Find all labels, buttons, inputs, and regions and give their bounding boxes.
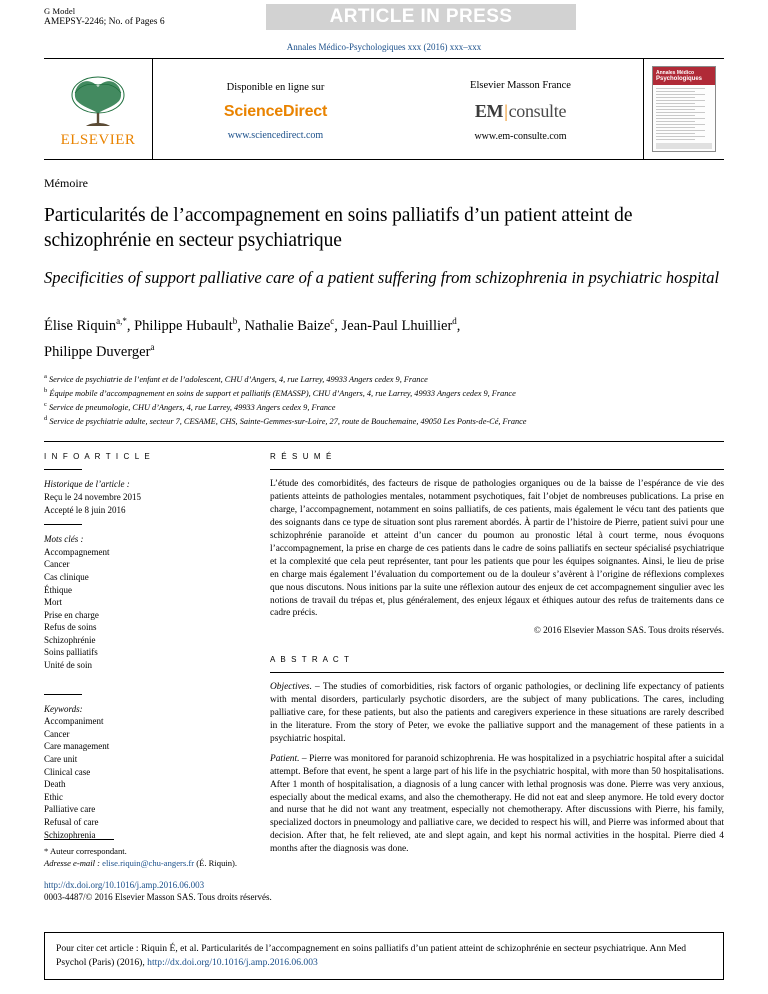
g-model-block bbox=[44, 6, 165, 28]
keyword-fr-item: Cancer bbox=[44, 559, 70, 570]
info-column bbox=[44, 452, 256, 856]
email-link[interactable]: elise.riquin@chu-angers.fr bbox=[102, 858, 195, 868]
keywords-fr-label: Mots clés : bbox=[44, 534, 84, 545]
keyword-en-item: Schizophrenia bbox=[44, 829, 96, 840]
author-lhuillier-mark: d bbox=[452, 316, 457, 326]
keywords-en-label: Keywords: bbox=[44, 703, 83, 714]
cover-title bbox=[653, 67, 715, 85]
em-consulte-wordmark bbox=[475, 101, 566, 122]
affiliation-b-mark: b bbox=[44, 386, 48, 394]
author-duverger: Philippe Duverger bbox=[44, 343, 151, 360]
cover-thumbnail bbox=[652, 66, 716, 152]
author-riquin-mark: a,* bbox=[116, 316, 127, 326]
abstract-objectives-lead: Objectives. – bbox=[270, 682, 323, 693]
author-line-1 bbox=[44, 311, 724, 337]
affiliation-c bbox=[44, 399, 724, 413]
em-bar: | bbox=[504, 101, 508, 121]
title-divider bbox=[44, 441, 724, 442]
keyword-en-item: Cancer bbox=[44, 728, 70, 739]
resume-rule bbox=[270, 469, 724, 470]
keyword-en-item: Clinical case bbox=[44, 766, 91, 777]
keyword-fr-item: Schizophrénie bbox=[44, 634, 96, 645]
keyword-en-item: Refusal of care bbox=[44, 817, 99, 827]
resume-copyright: © 2016 Elsevier Masson SAS. Tous droits réservés. bbox=[533, 625, 724, 636]
author-line-2 bbox=[44, 337, 724, 363]
author-list bbox=[44, 311, 724, 363]
press-header bbox=[44, 6, 724, 36]
email-owner: (É. Riquin). bbox=[196, 858, 238, 868]
keyword-fr-item: Refus de soins bbox=[44, 622, 97, 633]
keyword-fr-item: Cas clinique bbox=[44, 571, 89, 582]
article-history bbox=[44, 478, 240, 516]
keyword-en-item: Care unit bbox=[44, 754, 78, 765]
keyword-en-item: Ethic bbox=[44, 791, 63, 802]
cover-text-lines bbox=[653, 85, 715, 145]
sciencedirect-url[interactable]: www.sciencedirect.com bbox=[227, 129, 324, 141]
affiliation-d bbox=[44, 413, 724, 427]
author-lhuillier: , Jean-Paul Lhuillier bbox=[334, 317, 453, 334]
abstract-objectives-text: The studies of comorbidities, risk factors of organic pathologies, or declining life expectancy of patients with mental disorders, particularly psychotic disorders, are the subject of many publications. The cares, including palliative care, for these patients, but also the patients and caregivers experience in these situations are rarely described in the literature. From the story of Peter, we evoke the palliative support and the management of these patients in a psychiatric hospital. bbox=[270, 682, 724, 744]
masthead-center bbox=[153, 59, 643, 159]
email-note bbox=[44, 857, 344, 869]
article-in-press-label: ARTICLE IN PRESS bbox=[329, 6, 513, 27]
author-hubault: , Philippe Hubault bbox=[126, 317, 233, 334]
elsevier-tree-icon bbox=[67, 73, 129, 131]
article-subtitle: Specificities of support palliative care of a patient suffering from schizophrenia in psychiatric hospital bbox=[44, 268, 720, 287]
keyword-en-item: Care management bbox=[44, 741, 110, 752]
author-riquin: Élise Riquin bbox=[44, 317, 117, 334]
em-consulte-block bbox=[398, 59, 643, 159]
manuscript-id: AMEPSY-2246; No. of Pages 6 bbox=[44, 17, 165, 27]
journal-cover bbox=[643, 59, 724, 159]
author-baize: , Nathalie Baize bbox=[237, 317, 331, 334]
keywords-fr bbox=[44, 533, 240, 672]
abstract-patient-lead: Patient. – bbox=[270, 753, 310, 764]
doi-link[interactable]: http://dx.doi.org/10.1016/j.amp.2016.06.003 bbox=[44, 880, 205, 890]
keyword-en-item: Palliative care bbox=[44, 804, 96, 815]
history-label: Historique de l’article : bbox=[44, 479, 130, 490]
citation-box bbox=[44, 932, 724, 980]
abstract-objectives bbox=[270, 681, 724, 746]
elsevier-wordmark: ELSEVIER bbox=[60, 132, 136, 148]
keywords-en bbox=[44, 703, 240, 842]
abstract-heading: A B S T R A C T bbox=[270, 655, 351, 665]
affiliation-a bbox=[44, 371, 724, 385]
footnotes bbox=[44, 839, 344, 902]
info-rule-2 bbox=[44, 524, 82, 525]
cover-title-line2: Psychologiques bbox=[656, 76, 703, 82]
abstract-patient-text: Pierre was monitored for paranoid schizophrenia. He was hospitalized in a psychiatric hospital after a suicidal attempt. Before that event, he spent a large part of his life in the psychiatric hospital, with more than 50 hospitalisations. After 1 month of hospitalisation, a diagnosis of a lung cancer with lethal prognosis was done. Pierre was very anxious, especially about the medical exams, and also the chemotherapy. He did not eat and sleep anymore. He told every doctor and nurse that he did not want any treatment, especially not chemotherapy. After discussions with Pierre, his family, specialized doctors in pneumology and palliative care, we decided to respect his will, and Pierre was informed about that decision. After that, he felt relieved, ate and slept again, and kept his normal activities in the hospital. Pierre died 4 months after the diagnosis was done. bbox=[270, 753, 724, 855]
issn-copyright: 0003-4487/© 2016 Elsevier Masson SAS. Tous droits réservés. bbox=[44, 892, 272, 902]
history-accepted: Accepté le 8 juin 2016 bbox=[44, 504, 126, 515]
resume-heading: R É S U M É bbox=[270, 452, 333, 462]
history-received: Reçu le 24 novembre 2015 bbox=[44, 491, 141, 502]
keyword-fr-item: Accompagnement bbox=[44, 546, 110, 557]
email-label: Adresse e-mail : bbox=[44, 858, 101, 868]
em-suffix: consulte bbox=[508, 101, 567, 121]
journal-reference: Annales Médico-Psychologiques xxx (2016) xxx–xxx bbox=[286, 42, 482, 52]
abstract-rule bbox=[270, 672, 724, 673]
keyword-fr-item: Mort bbox=[44, 597, 62, 608]
info-abstract-columns bbox=[44, 452, 724, 856]
keyword-fr-item: Soins palliatifs bbox=[44, 647, 98, 658]
keyword-en-item: Accompaniment bbox=[44, 716, 104, 727]
keyword-fr-item: Éthique bbox=[44, 584, 72, 595]
affiliations bbox=[44, 371, 724, 428]
citation-body: Pour citer cet article : Riquin É, et al. Particularités de l’accompagnement en soins palliatifs d’un patient atteint de schizophrénie en secteur psychiatrique. Ann Med Psychol (Paris) (2016), bbox=[56, 943, 687, 968]
keyword-en-item: Death bbox=[44, 779, 66, 790]
footnote-divider bbox=[44, 839, 114, 840]
article-type: Mémoire bbox=[44, 176, 88, 190]
affiliation-d-text: Service de psychiatrie adulte, secteur 7, CESAME, CHS, Sainte-Gemmes-sur-Loire, 27, route de Bouchemaine, 49050 Les Ponts-de-Cé, France bbox=[49, 416, 527, 426]
author-duverger-mark: a bbox=[150, 341, 155, 352]
citation-text bbox=[56, 942, 712, 969]
affiliation-c-text: Service de pneumologie, CHU d’Angers, 4, rue Larrey, 49933 Angers cedex 9, France bbox=[49, 402, 336, 412]
keyword-fr-item: Unité de soin bbox=[44, 660, 92, 671]
sciencedirect-wordmark: ScienceDirect bbox=[223, 102, 328, 120]
author-baize-mark: c bbox=[330, 316, 335, 326]
em-consulte-url[interactable]: www.em-consulte.com bbox=[474, 131, 567, 142]
affiliation-b-text: Équipe mobile d’accompagnement en soins de support et palliatifs (EMASSP), CHU d’Angers, 4, rue Larrey, 49933 Angers cedex 9, France bbox=[49, 388, 516, 398]
page-title: Particularités de l’accompagnement en soins palliatifs d’un patient atteint de schizophrénie en secteur psychiatrique bbox=[44, 205, 633, 251]
cover-footer-band bbox=[656, 143, 712, 149]
resume-text: L’étude des comorbidités, des facteurs de risque de pathologies organiques ou de la baisse de l’espérance de vie des patients atteints de pathologies mentales, notamment psychotiques, fait l’objet de nombreuses publications. La prise en charge, l’accompagnement, notamment en soins palliatifs, de ces patients, mais également le vécu tant des patients que des soignants dans ce type de situation sont plus rarement abordés. À partir de l’histoire de Pierre, patient suivi pour une schizophrénie paranoïde et atteint d’un cancer du poumon au pronostic létal à court terme, nous évoquons l’accompagnement, la prise en charge de ces patients dans le cadre de soins palliatifs en secteur spécialisé psychiatrique et la complexité que cela peut représenter, tant pour les patients que pour les équipes soignantes. Ainsi, le lieu de prise en charge mais également l’évaluation du comportement ou de la douleur s’avèrent à l’origine de réflexions complexes que nous discutons. Nous initions par la suite une réflexion autour des enjeux de cet accompagnement singulier avec les notions de travail du trépas et, plus généralement, des enjeux légaux et éthiques autour des refus de traitements dans ce cadre précis. bbox=[270, 479, 724, 619]
g-model-label: G Model bbox=[44, 6, 76, 16]
em-prefix: EM bbox=[474, 101, 504, 121]
info-section-heading: I N F O A R T I C L E bbox=[44, 452, 152, 462]
info-rule-1 bbox=[44, 469, 82, 470]
available-online-label: Disponible en ligne sur bbox=[226, 81, 325, 93]
affiliation-b bbox=[44, 385, 724, 399]
affiliation-a-mark: a bbox=[44, 372, 47, 380]
keyword-fr-item: Prise en charge bbox=[44, 609, 99, 620]
abstract-column bbox=[256, 452, 724, 856]
sciencedirect-block bbox=[153, 59, 398, 159]
citation-doi-link[interactable]: http://dx.doi.org/10.1016/j.amp.2016.06.003 bbox=[147, 956, 318, 968]
article-in-press-banner bbox=[266, 4, 576, 30]
corresponding-author-note: * Auteur correspondant. bbox=[44, 846, 127, 856]
elsevier-logo bbox=[44, 59, 153, 159]
affiliation-c-mark: c bbox=[44, 401, 47, 408]
author-hubault-mark: b bbox=[232, 316, 238, 326]
affiliation-a-text: Service de psychiatrie de l’enfant et de l’adolescent, CHU d’Angers, 4, rue Larrey, 49933 Angers cedex 9, France bbox=[49, 374, 428, 384]
info-rule-3 bbox=[44, 694, 82, 695]
author-line1-comma: , bbox=[456, 317, 461, 334]
cover-title-line1: Annales Médico bbox=[656, 70, 695, 76]
elsevier-masson-label: Elsevier Masson France bbox=[470, 80, 571, 91]
masthead bbox=[44, 59, 724, 160]
affiliation-d-mark: d bbox=[44, 415, 48, 423]
